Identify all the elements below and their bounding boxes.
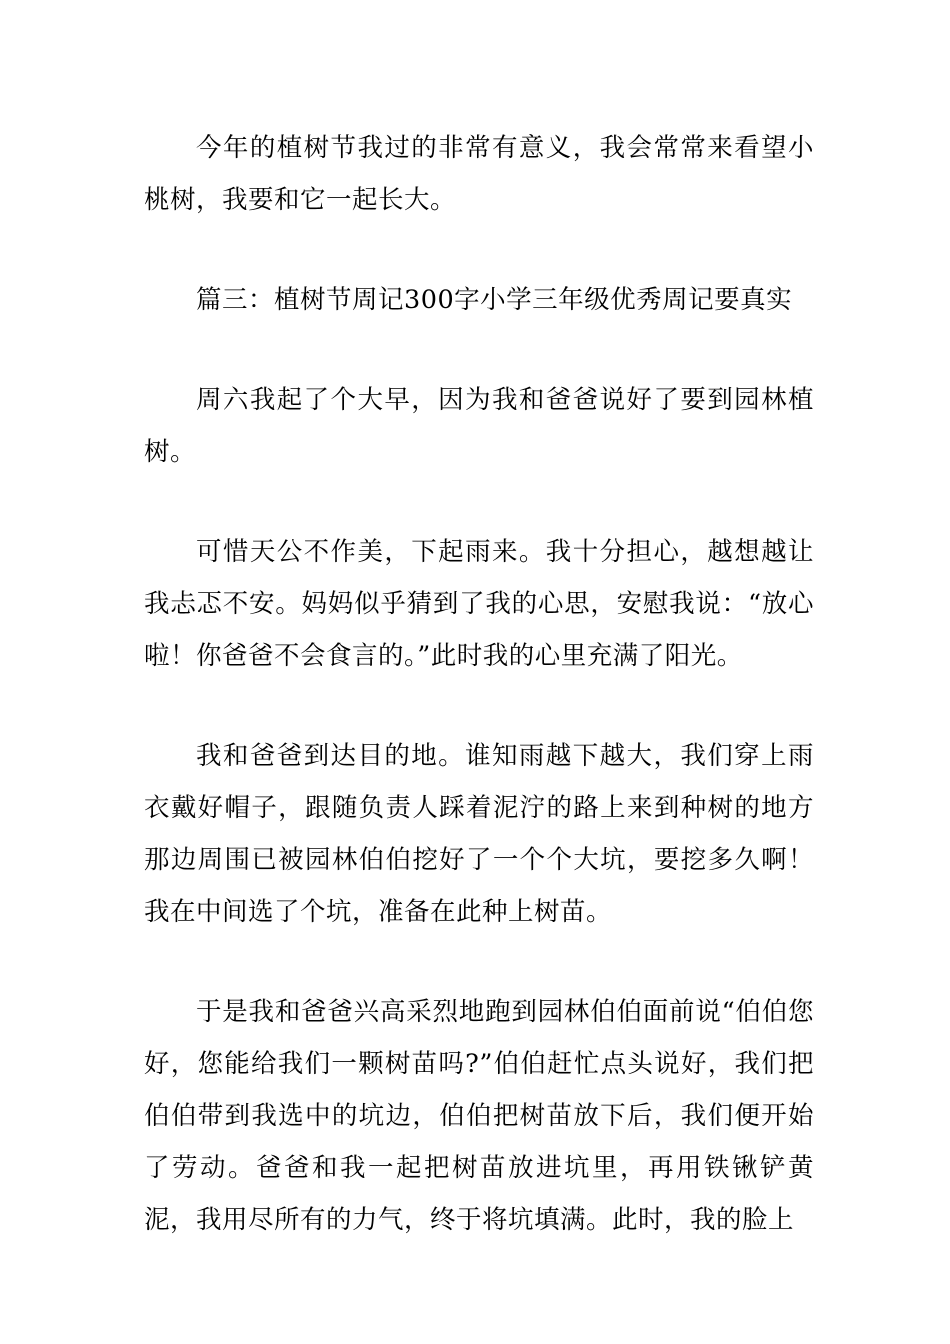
paragraph-arrival: 我和爸爸到达目的地。谁知雨越下越大，我们穿上雨衣戴好帽子，跟随负责人踩着泥泞的路上来到种树的地方那边周围已被园林伯伯挖好了一个个大坑，要挖多久啊！我在中间选了个坑，准备在此种上树苗。 [144,741,814,927]
paragraph-saturday: 周六我起了个大早，因为我和爸爸说好了要到园林植树。 [144,385,814,467]
paragraph-planting: 于是我和爸爸兴高采烈地跑到园林伯伯面前说“伯伯您好，您能给我们一颗树苗吗?”伯伯赶忙点头说好，我们把伯伯带到我选中的坑边，伯伯把树苗放下后，我们便开始了劳动。爸爸和我一起把树苗放进坑里，再用铁锹铲黄泥，我用尽所有的力气，终于将坑填满。此时，我的脸上 [144,997,814,1235]
section-heading: 篇三：植树节周记300字小学三年级优秀周记要真实 [196,285,793,315]
paragraph-rain: 可惜天公不作美，下起雨来。我十分担心，越想越让我忐忑不安。妈妈似乎猜到了我的心思，安慰我说：“放心啦！你爸爸不会食言的。”此时我的心里充满了阳光。 [144,537,814,671]
paragraph-closing: 今年的植树节我过的非常有意义，我会常常来看望小桃树，我要和它一起长大。 [144,133,814,215]
document-page [144,122,814,1246]
